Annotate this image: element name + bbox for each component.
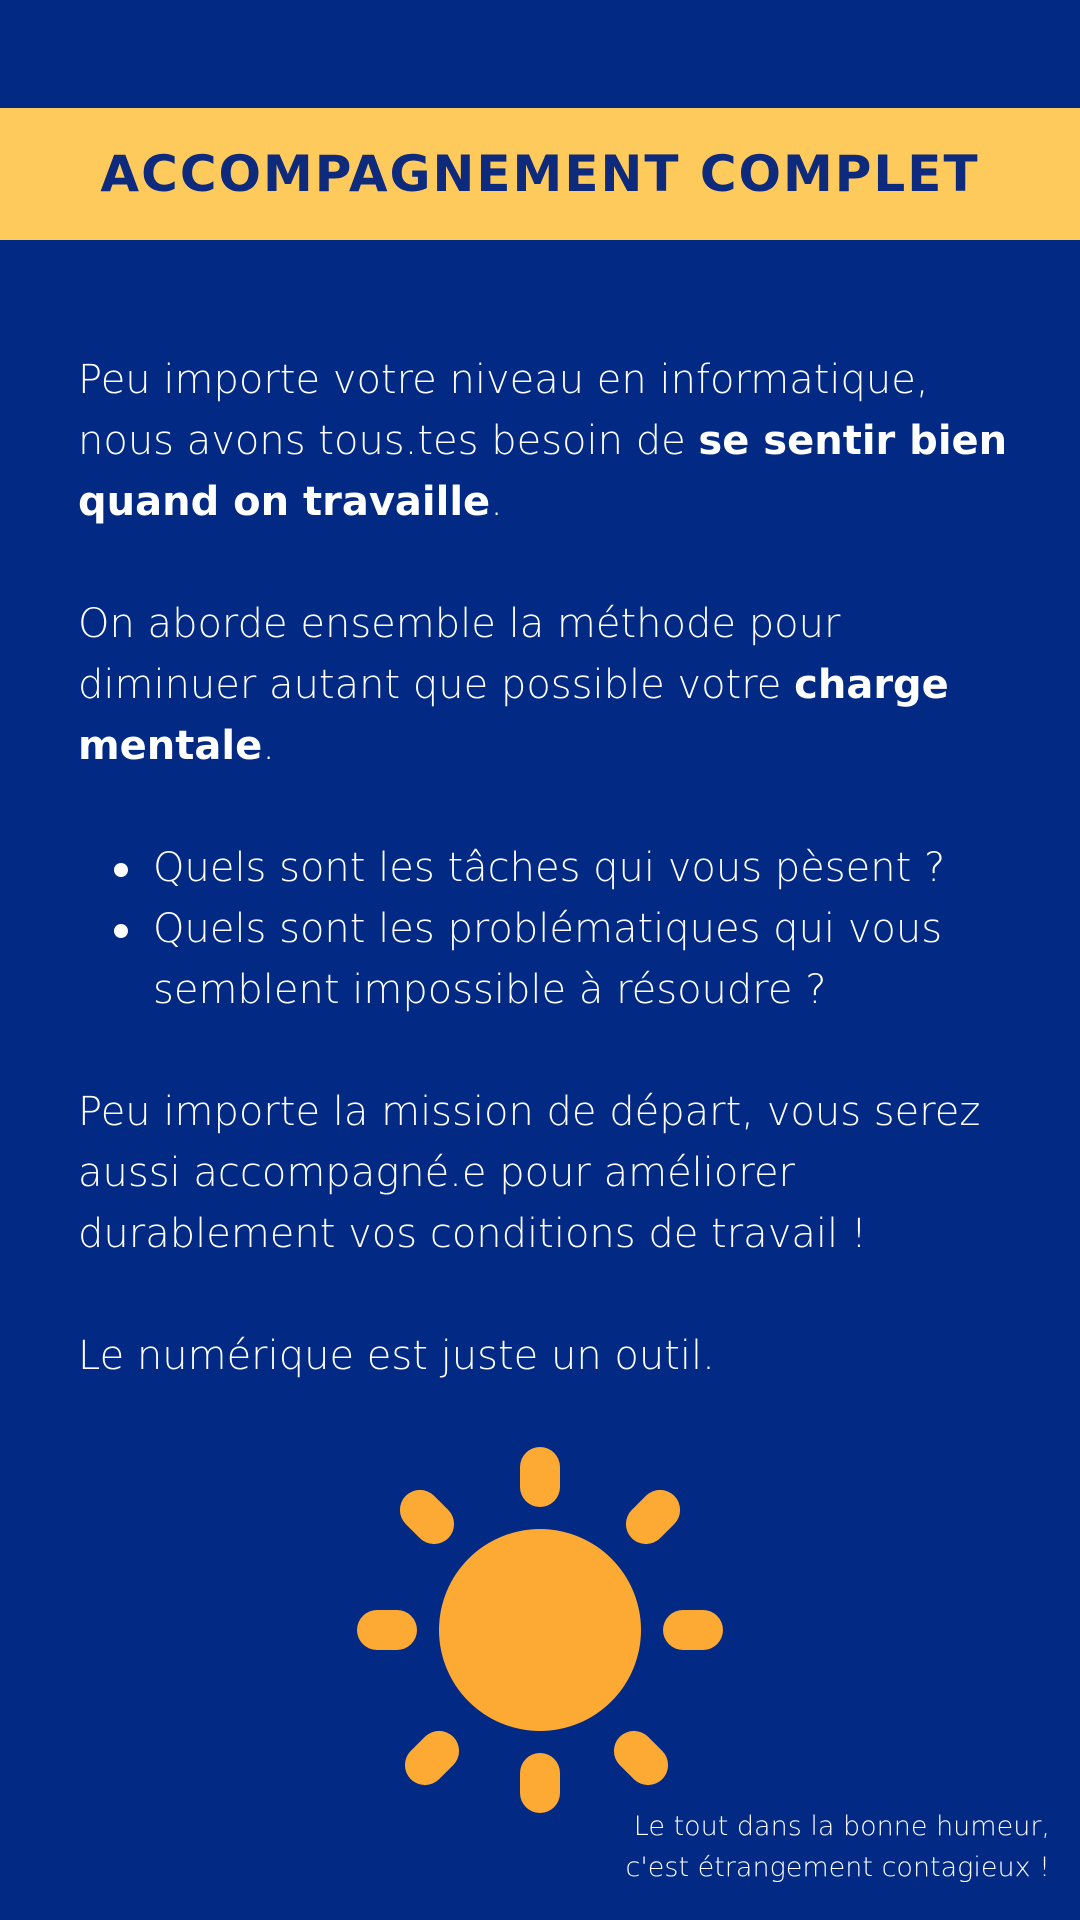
bullet-icon bbox=[114, 924, 128, 938]
method-end: . bbox=[262, 723, 275, 769]
mission-paragraph: Peu importe la mission de départ, vous serez aussi accompagné.e pour améliorer durablement vos conditions de travail ! bbox=[78, 1089, 981, 1257]
intro-emphasis: se sentir bien quand on travaille bbox=[78, 418, 1008, 525]
footer-note bbox=[600, 1806, 1050, 1888]
method-emphasis: charge mentale bbox=[78, 662, 949, 769]
list-item bbox=[78, 838, 1018, 899]
title-banner bbox=[0, 108, 1080, 240]
sun-icon bbox=[355, 1445, 725, 1815]
list-item bbox=[78, 899, 1018, 1021]
method-text: On aborde ensemble la méthode pour diminuer autant que possible votre bbox=[78, 601, 841, 708]
method-paragraph bbox=[78, 594, 1018, 777]
bullet-icon bbox=[114, 863, 128, 877]
question-list bbox=[78, 838, 1018, 1021]
closing-paragraph: Le numérique est juste un outil. bbox=[78, 1333, 715, 1379]
intro-text: Peu importe votre niveau en informatique, nous avons tous.tes besoin de bbox=[78, 357, 929, 464]
page-title: ACCOMPAGNEMENT COMPLET bbox=[100, 145, 980, 203]
list-item-text: Quels sont les problématiques qui vous semblent impossible à résoudre ? bbox=[153, 906, 943, 1013]
footer-line: c'est étrangement contagieux ! bbox=[625, 1852, 1050, 1883]
intro-end: . bbox=[490, 479, 503, 525]
main-content bbox=[78, 350, 1018, 1387]
list-item-text: Quels sont les tâches qui vous pèsent ? bbox=[153, 845, 946, 891]
footer-line: Le tout dans la bonne humeur, bbox=[633, 1811, 1050, 1842]
intro-paragraph bbox=[78, 350, 1018, 533]
